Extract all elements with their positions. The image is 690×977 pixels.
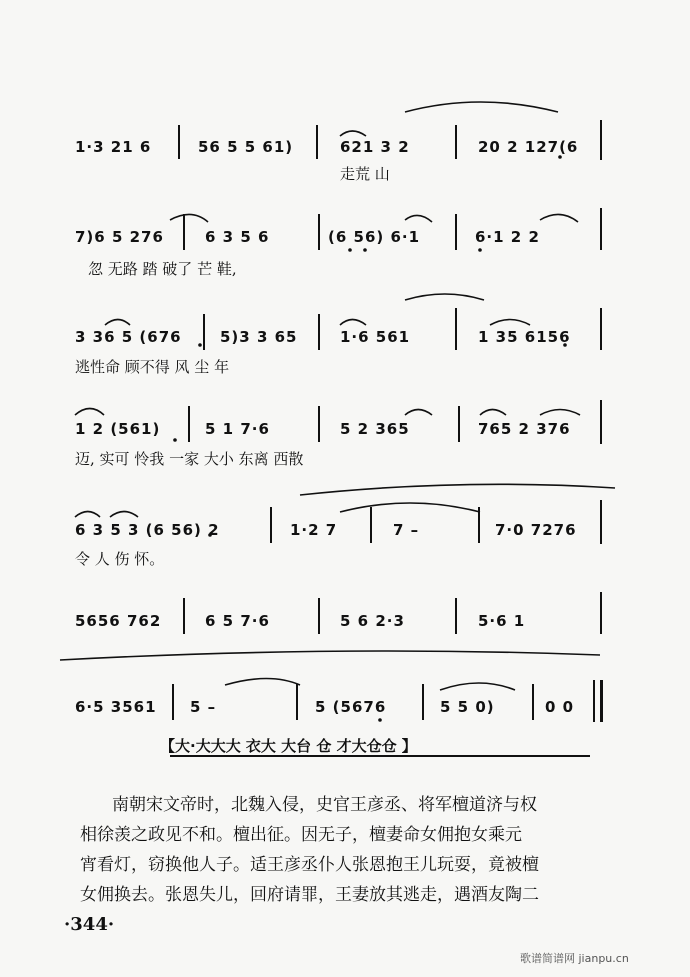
barline (455, 308, 457, 350)
barline (178, 125, 180, 159)
slur (490, 320, 530, 326)
final-barline (593, 680, 595, 722)
percussion-underline (170, 755, 590, 757)
measure: 6 5 7·6 (205, 612, 270, 630)
slur (105, 320, 130, 326)
barline (270, 507, 272, 543)
measure: 5·6 1 (478, 612, 526, 630)
phrase-slur (405, 294, 484, 300)
barline (600, 592, 602, 634)
lyric-line: 令 人 伤 怀。 (75, 550, 165, 568)
barline (478, 507, 480, 543)
measure: 5656 762 (75, 612, 162, 630)
paragraph-line: 宵看灯，窃换他人子。适王彦丞仆人张恩抱王儿玩耍，竟被檀 (80, 855, 539, 875)
slur (480, 410, 506, 416)
slur (75, 409, 104, 416)
percussion-pattern: 【大·大大大 衣大 大台 仓 才大仓仓 】 (160, 737, 417, 755)
measure: 7·0 7276 (495, 521, 577, 539)
measure: 5 5 0) (440, 698, 495, 716)
phrase-slur (405, 102, 558, 112)
paragraph-line: 南朝宋文帝时，北魏入侵，史官王彦丞、将军檀道济与权 (112, 795, 537, 815)
barline (600, 308, 602, 350)
measure: 1·3 21 6 (75, 138, 152, 156)
barline (422, 684, 424, 720)
measure: 5)3 3 65 (220, 328, 298, 346)
barline (532, 684, 534, 720)
slur (340, 320, 366, 326)
phrase-slur (300, 484, 615, 495)
site-watermark: 歌谱简谱网 jianpu.cn (520, 952, 629, 965)
barline (455, 214, 457, 250)
measure: 5 6 2·3 (340, 612, 405, 630)
slur (225, 679, 300, 686)
slur (405, 215, 432, 222)
phrase-slur (60, 651, 600, 660)
measure: 1 2 (561) (75, 420, 161, 438)
lyric-line: 迈, 实可 怜我 一家 大小 东离 西散 (75, 450, 304, 468)
measure: 6 3 5 3 (6 56) 2 (75, 521, 220, 539)
measure: 0 0 (545, 698, 575, 716)
barline (172, 684, 174, 720)
measure: 6 3 5 6 (205, 228, 270, 246)
slur (75, 512, 100, 518)
measure: 765 2 376 (478, 420, 571, 438)
barline (203, 314, 205, 350)
measure: 5 2 365 (340, 420, 410, 438)
measure: 1·2 7 (290, 521, 338, 539)
measure: 5 (5676 (315, 698, 387, 716)
barline (316, 125, 318, 159)
measure: 5 1 7·6 (205, 420, 270, 438)
slur (405, 410, 432, 416)
lyric-line: 逃性命 顾不得 风 尘 年 (75, 358, 230, 376)
barline (183, 214, 185, 250)
paragraph-line: 相徐羡之政见不和。檀出征。因无子，檀妻命女佣抱女乘元 (80, 825, 522, 845)
slur (170, 214, 208, 222)
final-barline-thick (600, 680, 603, 722)
measure: 621 3 2 (340, 138, 410, 156)
paragraph-line: 女佣换去。张恩失儿，回府请罪，王妻放其逃走，遇酒友陶二 (80, 885, 539, 905)
barline (600, 120, 602, 160)
barline (318, 314, 320, 350)
slur (340, 503, 480, 512)
barline (455, 598, 457, 634)
lyric-line: 忽 无路 踏 破了 芒 鞋, (88, 260, 237, 278)
slur (540, 214, 578, 222)
slur (440, 683, 515, 690)
slur (110, 512, 138, 518)
barline (370, 507, 372, 543)
barline (600, 500, 602, 544)
slur (340, 131, 366, 136)
measure: 5 – (190, 698, 217, 716)
measure: 56 5 5 61) (198, 138, 294, 156)
barline (318, 406, 320, 442)
synopsis-paragraph (80, 790, 625, 910)
barline (455, 125, 457, 159)
page-number: ·344· (64, 914, 115, 935)
barline (318, 214, 320, 250)
barline (318, 598, 320, 634)
measure: 7)6 5 276 (75, 228, 164, 246)
slur (540, 410, 580, 416)
barline (296, 684, 298, 720)
barline (600, 400, 602, 444)
measure: 20 2 127(6 (478, 138, 579, 156)
barline (183, 598, 185, 634)
measure: 1·6 561 (340, 328, 411, 346)
measure: 1 35 6156 (478, 328, 571, 346)
measure: 6·1 2 2 (475, 228, 540, 246)
barline (458, 406, 460, 442)
measure: 7 – (393, 521, 420, 539)
measure: 6·5 3561 (75, 698, 157, 716)
barline (188, 406, 190, 442)
lyric-line: 走荒 山 (340, 165, 390, 183)
measure: (6 56) 6·1 (328, 228, 421, 246)
measure: 3 36 5 (676 (75, 328, 182, 346)
barline (600, 208, 602, 250)
